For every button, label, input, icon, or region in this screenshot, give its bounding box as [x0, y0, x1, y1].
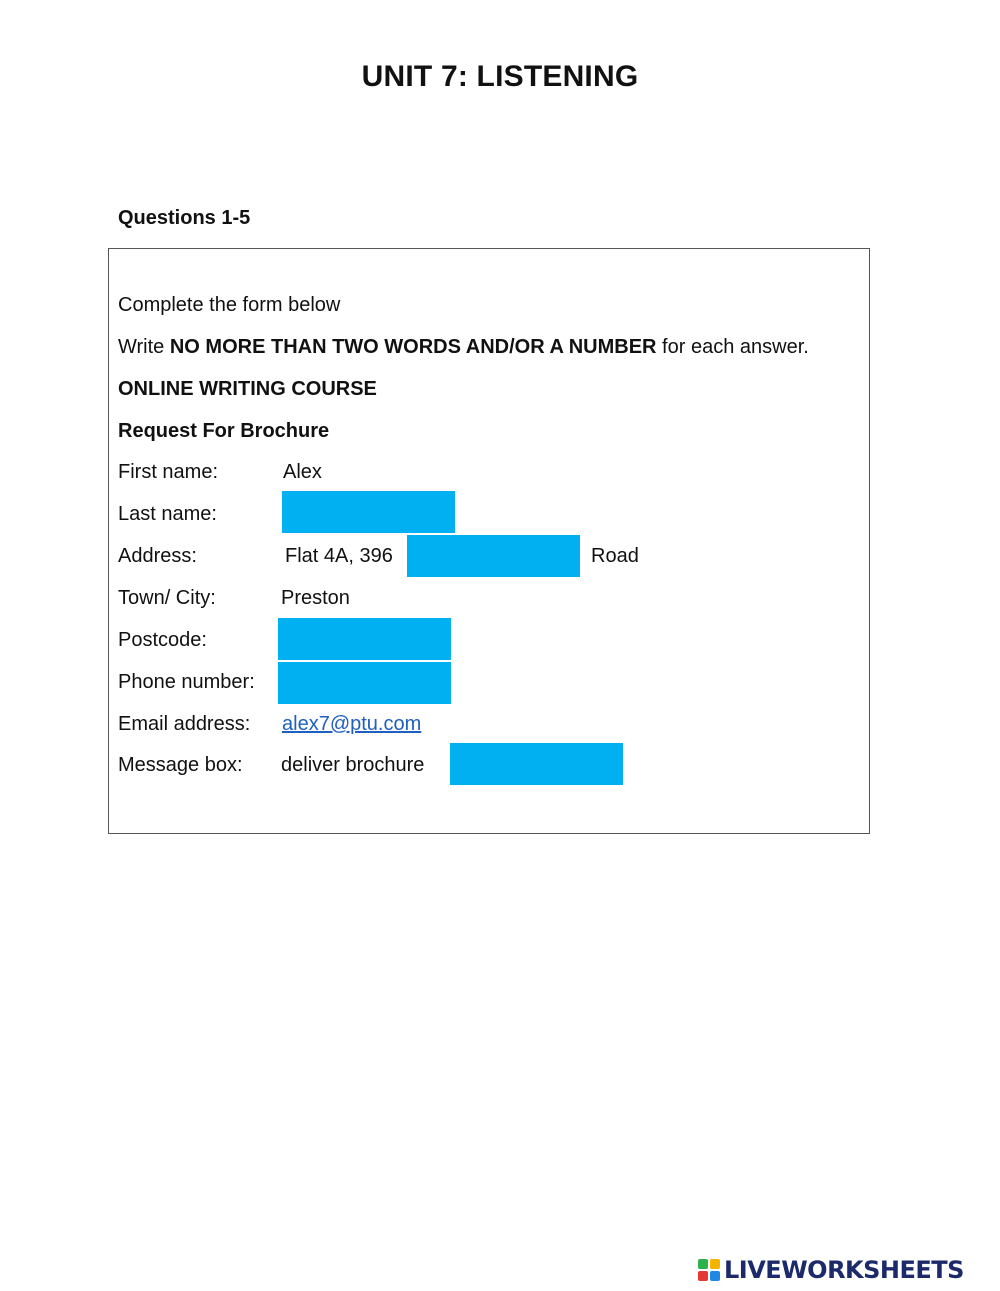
instruction-complete-form: Complete the form below — [118, 294, 341, 316]
logo-square-green — [698, 1259, 708, 1269]
town-city-label: Town/ City: — [118, 587, 216, 609]
email-address-label: Email address: — [118, 713, 251, 735]
phone-number-label: Phone number: — [118, 671, 255, 693]
postcode-label: Postcode: — [118, 629, 207, 651]
questions-heading: Questions 1-5 — [118, 207, 251, 229]
message-box-answer-input[interactable] — [450, 743, 623, 785]
postcode-answer-input[interactable] — [278, 618, 451, 660]
logo-square-yellow — [710, 1259, 720, 1269]
last-name-label: Last name: — [118, 503, 217, 525]
logo-square-red — [698, 1271, 708, 1281]
last-name-answer-input[interactable] — [282, 491, 455, 533]
liveworksheets-logo — [698, 1253, 964, 1287]
instruction-word-limit — [118, 334, 809, 360]
phone-number-answer-input[interactable] — [278, 662, 451, 704]
logo-square-blue — [710, 1271, 720, 1281]
instruction-word-limit-prefix: Write — [118, 336, 170, 358]
instruction-word-limit-emphasis: NO MORE THAN TWO WORDS AND/OR A NUMBER — [169, 336, 657, 358]
email-address-link[interactable]: alex7@ptu.com — [282, 713, 422, 735]
liveworksheets-logo-icon — [698, 1259, 720, 1281]
address-label: Address: — [118, 545, 197, 567]
course-title: ONLINE WRITING COURSE — [118, 378, 377, 400]
instruction-word-limit-suffix: for each answer. — [656, 336, 809, 358]
message-box-label: Message box: — [118, 754, 243, 776]
form-subtitle: Request For Brochure — [118, 420, 330, 442]
liveworksheets-logo-text: LIVEWORKSHEETS — [724, 1256, 964, 1284]
first-name-value: Alex — [283, 461, 322, 483]
first-name-label: First name: — [118, 461, 219, 483]
address-suffix: Road — [591, 545, 639, 567]
page-title: UNIT 7: LISTENING — [361, 60, 639, 93]
address-answer-input[interactable] — [407, 535, 580, 577]
message-box-prefix: deliver brochure — [281, 754, 425, 776]
address-prefix: Flat 4A, 396 — [285, 545, 393, 567]
town-city-value: Preston — [281, 587, 350, 609]
